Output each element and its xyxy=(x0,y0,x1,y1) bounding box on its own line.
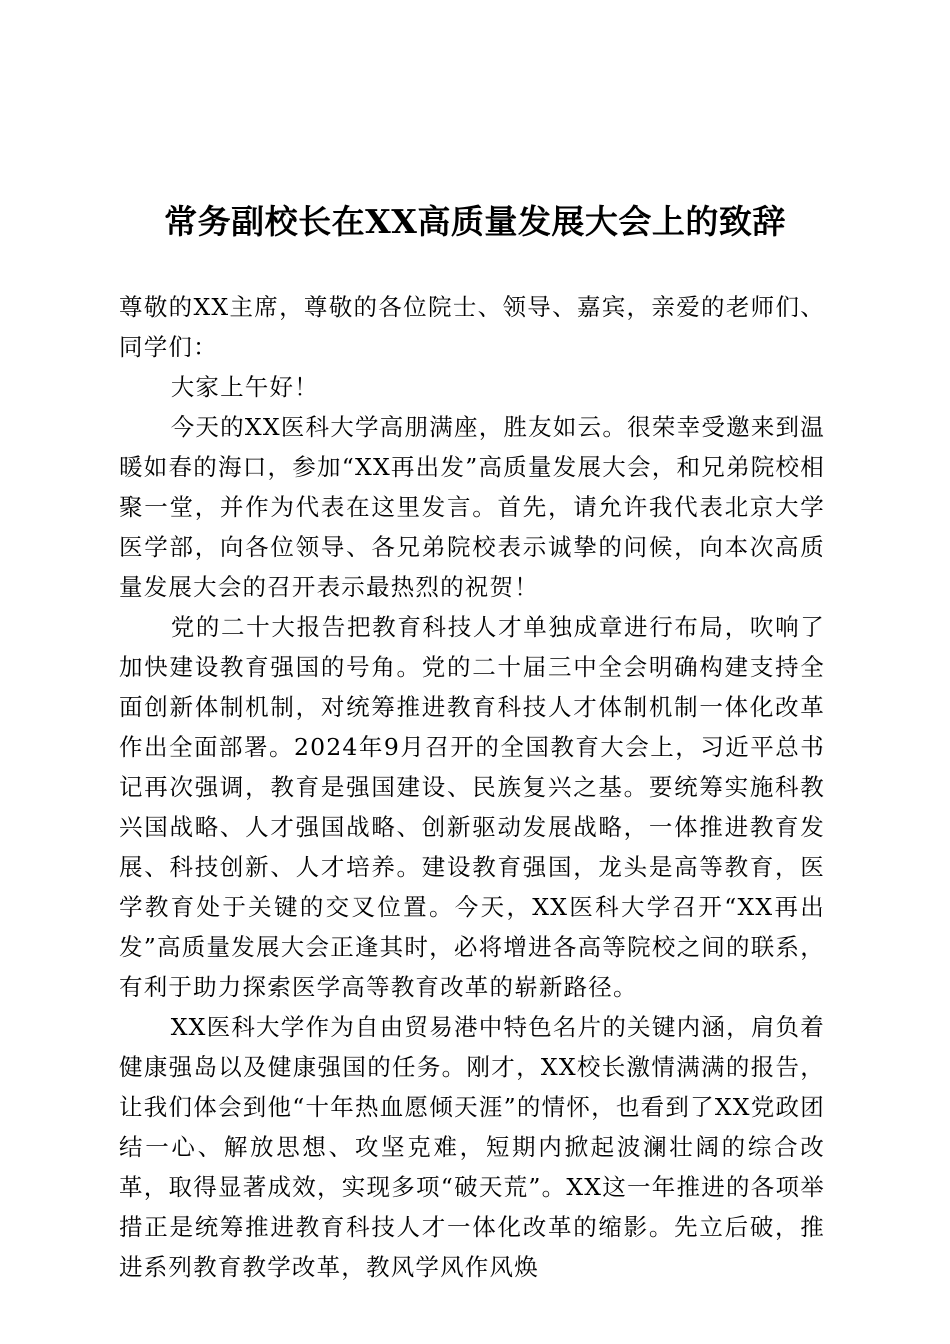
document-body xyxy=(119,287,825,1287)
greeting-paragraph: 大家上午好！ xyxy=(170,373,319,401)
document-title: 常务副校长在XX高质量发展大会上的致辞 xyxy=(164,202,786,241)
body-paragraph: 党的二十大报告把教育科技人才单独成章进行布局，吹响了加快建设教育强国的号角。党的二十届三中全会明确构建支持全面创新体制机制，对统筹推进教育科技人才体制机制一体化改革作出全面部署。2024年9月召开的全国教育大会上，习近平总书记再次强调，教育是强国建设、民族复兴之基。要统筹实施科教兴国战略、人才强国战略、创新驱动发展战略，一体推进教育发展、科技创新、人才培养。建设教育强国，龙头是高等教育，医学教育处于关键的交叉位置。今天，XX医科大学召开“XX再出发”高质量发展大会正逢其时，必将增进各高等院校之间的联系，有利于助力探索医学高等教育改革的崭新路径。 xyxy=(119,613,825,1001)
body-paragraph: 今天的XX医科大学高朋满座，胜友如云。很荣幸受邀来到温暖如春的海口，参加“XX再出发”高质量发展大会，和兄弟院校相聚一堂，并作为代表在这里发言。首先，请允许我代表北京大学医学部，向各位领导、各兄弟院校表示诚挚的问候，向本次高质量发展大会的召开表示最热烈的祝贺！ xyxy=(119,413,825,601)
salutation-paragraph: 尊敬的XX主席，尊敬的各位院士、领导、嘉宾，亲爱的老师们、同学们： xyxy=(119,293,825,361)
body-paragraph: XX医科大学作为自由贸易港中特色名片的关键内涵，肩负着健康强岛以及健康强国的任务。刚才，XX校长激情满满的报告，让我们体会到他“十年热血愿倾天涯”的情怀，也看到了XX党政团结一心、解放思想、攻坚克难，短期内掀起波澜壮阔的综合改革，取得显著成效，实现多项“破天荒”。XX这一年推进的各项举措正是统筹推进教育科技人才一体化改革的缩影。先立后破，推进系列教育教学改革，教风学风作风焕 xyxy=(119,1013,825,1281)
